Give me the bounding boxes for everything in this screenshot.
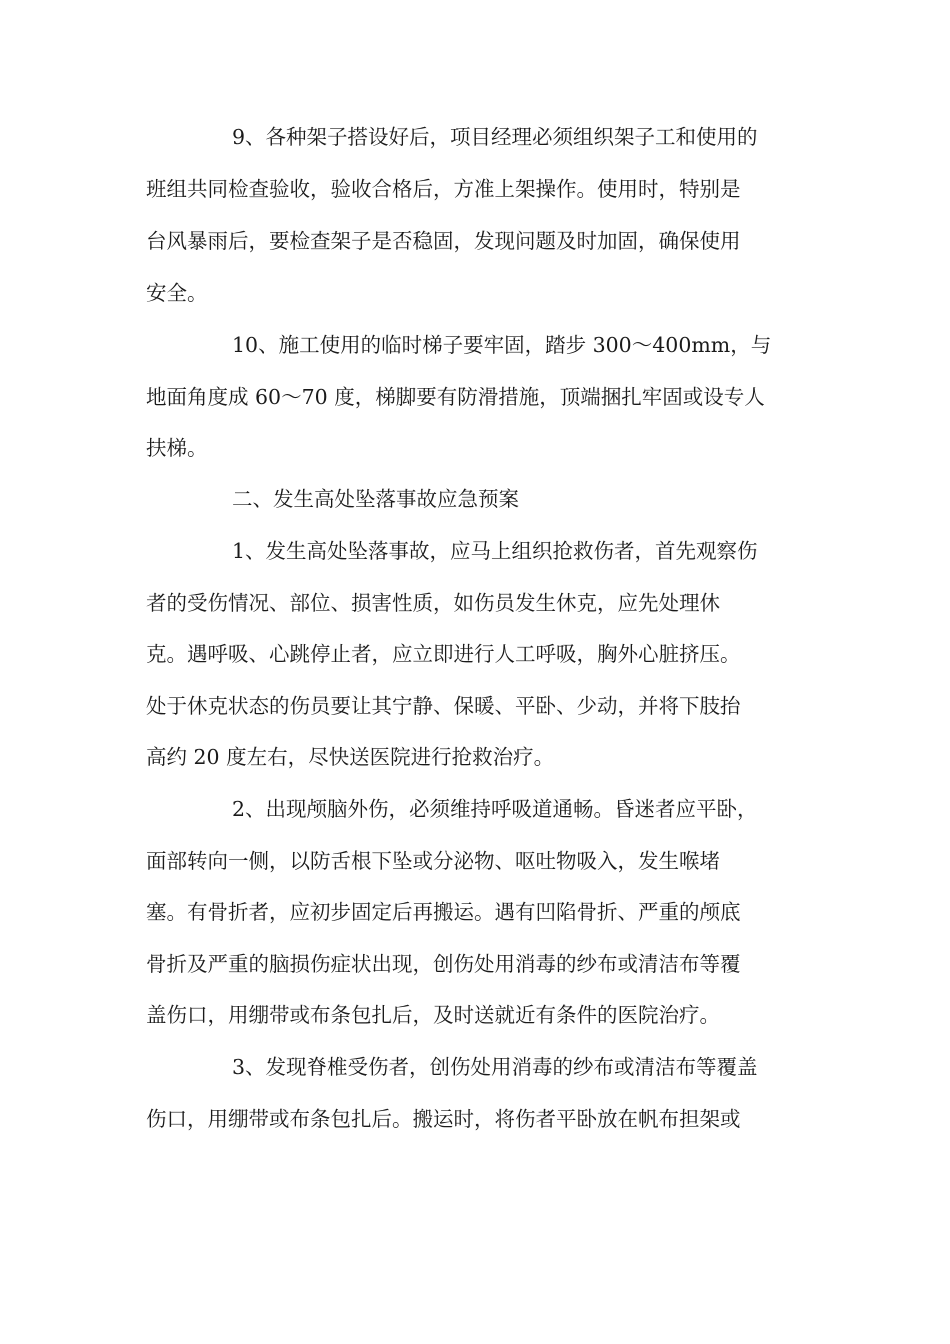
item-3-line-1: 3、发现脊椎受伤者，创伤处用消毒的纱布或清洁布等覆盖 [232, 1055, 758, 1079]
paragraph-10-line-2: 地面角度成 60～70 度，梯脚要有防滑措施，顶端捆扎牢固或设专人 [146, 385, 765, 409]
paragraph-9-line-2: 班组共同检查验收，验收合格后，方准上架操作。使用时，特别是 [146, 177, 741, 201]
item-1-line-2: 者的受伤情况、部位、损害性质，如伤员发生休克，应先处理休 [146, 591, 720, 615]
item-1-line-3: 克。遇呼吸、心跳停止者，应立即进行人工呼吸，胸外心脏挤压。 [146, 642, 741, 666]
paragraph-10-line-1: 10、施工使用的临时梯子要牢固，踏步 300～400mm，与 [232, 333, 772, 357]
section-heading: 二、发生高处坠落事故应急预案 [232, 487, 519, 511]
item-1-line-1: 1、发生高处坠落事故，应马上组织抢救伤者，首先观察伤 [232, 539, 758, 563]
paragraph-10-line-3: 扶梯。 [146, 436, 208, 460]
item-2-line-4: 骨折及严重的脑损伤症状出现，创伤处用消毒的纱布或清洁布等覆 [146, 952, 741, 976]
paragraph-9-line-4: 安全。 [146, 281, 208, 305]
item-2-line-5: 盖伤口，用绷带或布条包扎后，及时送就近有条件的医院治疗。 [146, 1003, 720, 1027]
item-2-line-1: 2、出现颅脑外伤，必须维持呼吸道通畅。昏迷者应平卧， [232, 797, 758, 821]
paragraph-9-line-3: 台风暴雨后，要检查架子是否稳固，发现问题及时加固，确保使用 [146, 229, 741, 253]
item-1-line-5: 高约 20 度左右，尽快送医院进行抢救治疗。 [146, 745, 555, 769]
item-3-line-2: 伤口，用绷带或布条包扎后。搬运时，将伤者平卧放在帆布担架或 [146, 1107, 741, 1131]
item-2-line-2: 面部转向一侧，以防舌根下坠或分泌物、呕吐物吸入，发生喉堵 [146, 849, 720, 873]
item-2-line-3: 塞。有骨折者，应初步固定后再搬运。遇有凹陷骨折、严重的颅底 [146, 900, 741, 924]
item-1-line-4: 处于休克状态的伤员要让其宁静、保暖、平卧、少动，并将下肢抬 [146, 694, 741, 718]
paragraph-9-line-1: 9、各种架子搭设好后，项目经理必须组织架子工和使用的 [232, 125, 758, 149]
